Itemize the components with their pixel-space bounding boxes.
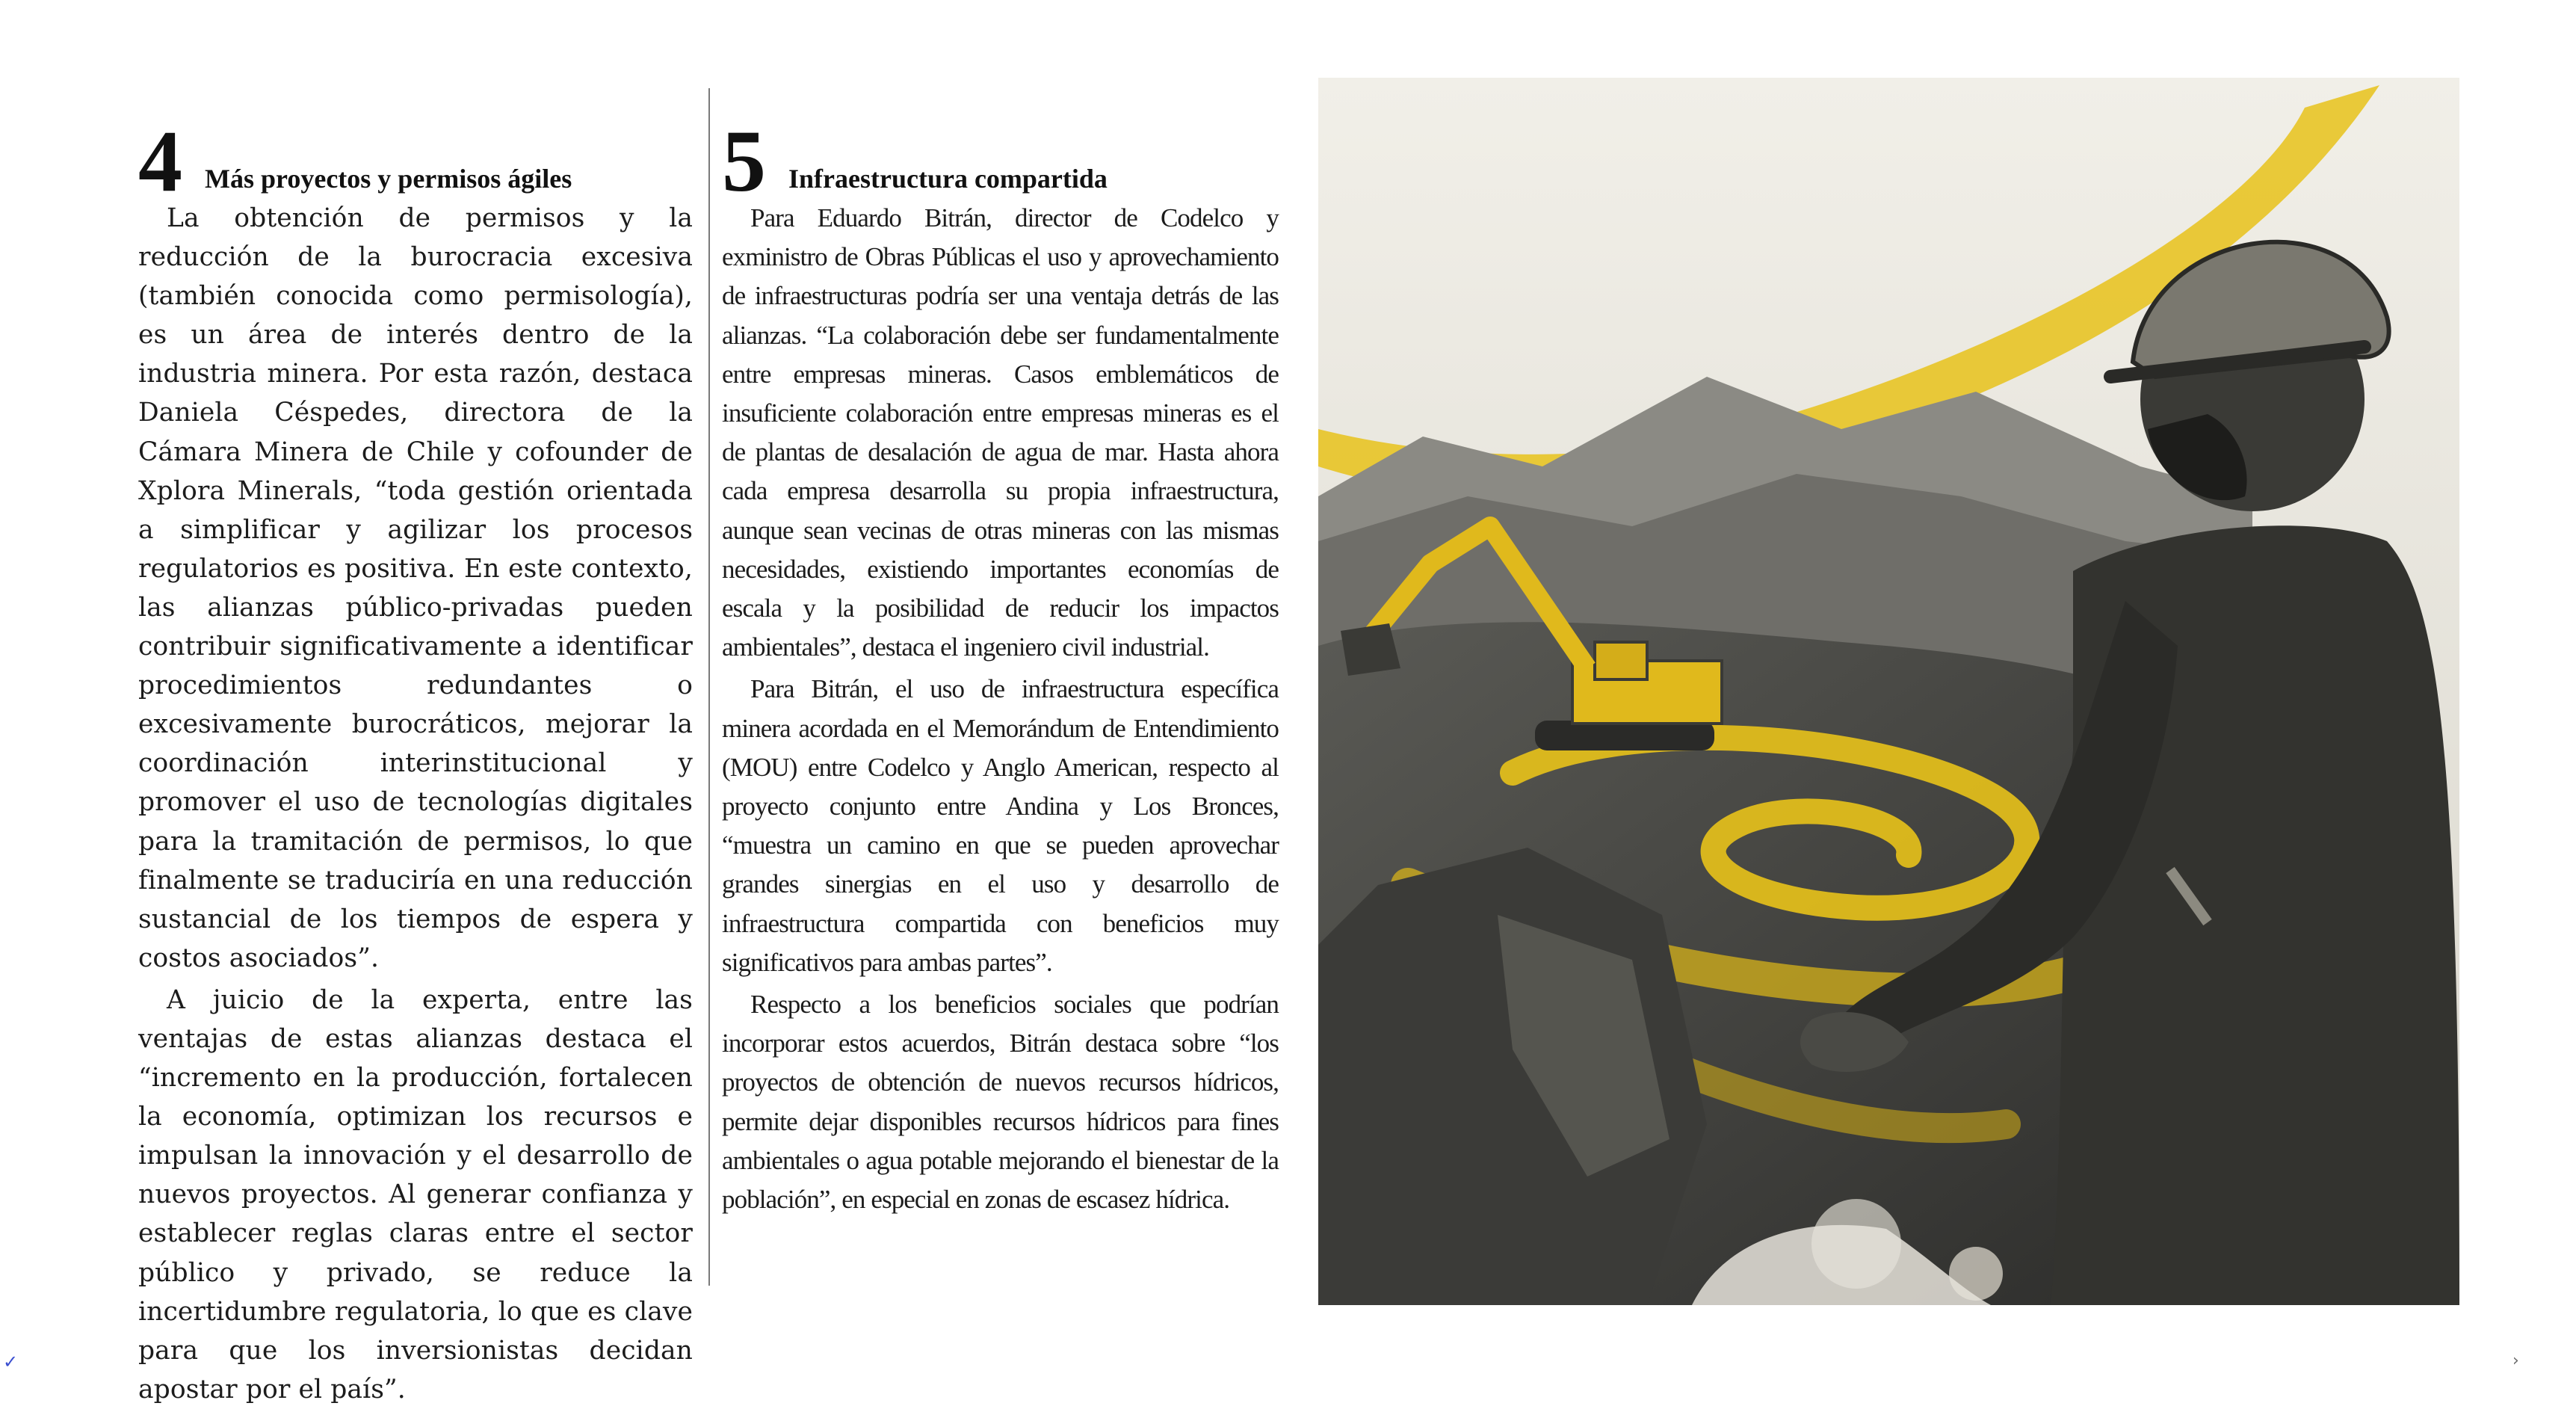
section-5-heading (722, 111, 1279, 210)
section-4-paragraph-1: La obtención de permisos y la reducción de la burocracia excesiva (también conocida como permisología), es un área de interés dentro de la industria minera. Por esta razón, destaca Daniela Céspedes, directora de la Cámara Minera de Chile y cofounder de Xplora Minerals, “toda gestión orientada a simplificar y agilizar los procesos regulatorios es positiva. En este contexto, las alianzas público-privadas pueden contribuir significativamente a identificar procedimientos redundantes o excesivamente burocráticos, mejorar la coordinación interinstitucional y promover el uso de tecnologías digitales para la tramitación de permisos, lo que finalmente se traduciría en una reducción sustancial de los tiempos de espera y costos asociados”. (138, 203, 693, 973)
section-4-paragraph-2: A juicio de la experta, entre las ventajas de estas alianzas destaca el “incremento en la producción, fortalecen la economía, optimizan los recursos e impulsan la innovación y el desarrollo de nuevos proyectos. Al generar confianza y establecer reglas claras entre el sector público y privado, se reduce la incertidumbre regulatoria, lo que es clave para que los inversionistas decidan apostar por el país”. (138, 984, 693, 1405)
section-4-column (138, 112, 693, 1409)
section-5-paragraph-1: Para Eduardo Bitrán, director de Codelco y exministro de Obras Públicas el uso y aprovechamiento de infraestructuras podría ser una ventaja detrás de las alianzas. “La colaboración debe ser fundamentalmente entre empresas mineras. Casos emblemáticos de insuficiente colaboración entre empresas mineras es el de plantas de desalación de agua de mar. Hasta ahora cada empresa desarrolla su propia infraestructura, aunque sean vecinas de otras mineras con las mismas necesidades, existiendo importantes economías de escala y la posibilidad de reducir los impactos ambientales”, destaca el ingeniero civil industrial. (722, 203, 1279, 662)
mining-illustration (1318, 78, 2459, 1305)
section-5-title: Infraestructura compartida (788, 164, 1108, 194)
column-divider (708, 88, 710, 1286)
corner-mark-right: › (2512, 1351, 2519, 1370)
illustration-svg (1318, 78, 2459, 1305)
section-5-paragraph-3: Respecto a los beneficios sociales que podrían incorporar estos acuerdos, Bitrán destaca sobre “los proyectos de obtención de nuevos recursos hídricos, permite dejar disponibles recursos hídricos para fines ambientales o agua potable mejorando el bienestar de la población”, en especial en zonas de escasez hídrica. (722, 990, 1279, 1215)
corner-mark-left: ✓ (3, 1351, 19, 1372)
section-4-title: Más proyectos y permisos ágiles (205, 164, 572, 194)
section-4-number: 4 (138, 111, 182, 210)
section-5-column (722, 112, 1279, 1219)
excavator-cab (1595, 642, 1647, 679)
section-5-number: 5 (722, 111, 766, 210)
section-5-paragraph-2: Para Bitrán, el uso de infraestructura específica minera acordada en el Memorándum de Entendimiento (MOU) entre Codelco y Anglo American, respecto al proyecto conjunto entre Andina y Los Bronces, “muestra un camino en que se pueden aprovechar grandes sinergias en el uso y desarrollo de infraestructura compartida con beneficios muy significativos para ambas partes”. (722, 674, 1279, 977)
section-4-heading (138, 111, 693, 210)
